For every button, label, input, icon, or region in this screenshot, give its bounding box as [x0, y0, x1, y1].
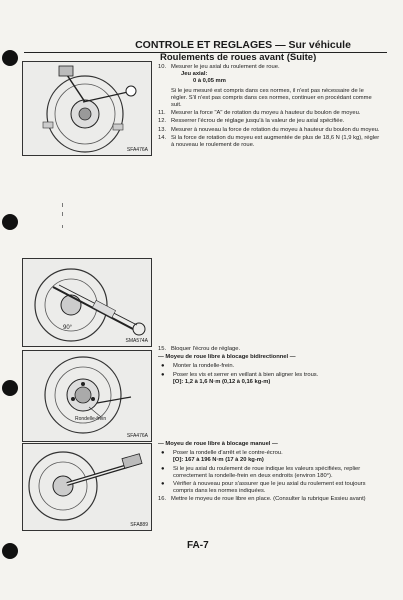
figure-wheel-bearing-play	[22, 61, 152, 156]
figure-code: SMA574A	[125, 338, 148, 344]
step-text: Resserrer l'écrou de réglage jusqu'à la valeur de jeu axial spécifiée.	[171, 118, 345, 125]
bullet-icon: ●	[161, 481, 165, 488]
page-number: FA-7	[187, 540, 209, 551]
step-11	[158, 110, 380, 117]
spec-value: 0 à 0,05 mm	[193, 78, 226, 85]
bullet-icon: ●	[161, 450, 165, 457]
bullet-item	[158, 372, 380, 386]
spec-label: Jeu axial:	[181, 71, 208, 78]
bullet-item	[158, 450, 380, 464]
bullet-text: Poser les vis et serrer en veillant à bien aligner les trous.	[173, 371, 319, 378]
binder-hole-2	[2, 214, 18, 230]
step-text: Bloquer l'écrou de réglage.	[171, 346, 241, 352]
step-number: 10.	[158, 64, 167, 70]
figure-callout-label: Rondelle-frein	[75, 416, 107, 422]
margin-mark	[62, 225, 63, 228]
step-13	[158, 127, 380, 134]
step-15	[158, 346, 380, 353]
bullet-item	[158, 466, 380, 480]
bullet-item	[158, 481, 380, 495]
step-number: 16.	[158, 496, 167, 503]
margin-mark	[62, 212, 63, 216]
step-16	[158, 496, 380, 503]
bullet-text: Poser la rondelle d'arrêt et le contre-écrou.	[173, 450, 283, 457]
step-number: 15.	[158, 346, 167, 352]
torque-spec: [O]: 167 à 196 N·m (17 à 20 kg-m)	[173, 457, 264, 464]
step-note: Si le jeu mesuré est compris dans ces normes, il n'est pas nécessaire de le régler. S'il n'est pas compris dans ces normes, continuer en procédant comme suit.	[171, 87, 372, 109]
bullet-text: Si le jeu axial du roulement de roue indique les valeurs spécifiées, replier correctement la rondelle-frein en deux endroits (environ 180°).	[173, 465, 361, 479]
figure-code: SFA476A	[126, 433, 148, 439]
subheading-manual: — Moyeu de roue libre à blocage manuel —	[158, 441, 278, 447]
step-14	[158, 135, 380, 149]
subheading-bidirectional: — Moyeu de roue libre à blocage bidirectionnel —	[158, 354, 296, 361]
step-number: 11.	[158, 110, 166, 117]
step-number: 14.	[158, 134, 167, 141]
figure-lock-washer	[22, 350, 152, 442]
figure-code: SFA889	[130, 522, 148, 528]
step-text: Mesurer à nouveau la force de rotation du moyeu à hauteur du boulon du moyeu.	[171, 126, 380, 133]
bullet-icon: ●	[161, 371, 165, 378]
step-number: 13.	[158, 126, 167, 133]
bullet-icon: ●	[161, 363, 165, 370]
step-text: Si la force de rotation du moyeu est augmentée de plus de 18,6 N (1,9 kg), régler à nouveau le roulement de roue.	[171, 134, 380, 149]
step-text: Mesurer le jeu axial du roulement de roue.	[171, 64, 280, 70]
bullet-icon: ●	[161, 465, 165, 472]
step-text: Mesurer la force "A" de rotation du moyeu à hauteur du boulon de moyeu.	[171, 110, 361, 117]
torque-spec: [O]: 1,2 à 1,6 N·m (0,12 à 0,16 kg-m)	[173, 378, 271, 385]
binder-hole-4	[2, 543, 18, 559]
step-number: 12.	[158, 118, 167, 125]
step-text: Mettre le moyeu de roue libre en place. (Consulter la rubrique Essieu avant)	[171, 496, 366, 503]
page-header: CONTROLE ET REGLAGES — Sur véhicule	[135, 39, 351, 51]
steps-manual	[158, 440, 380, 505]
bullet-text: Monter la rondelle-frein.	[173, 363, 235, 370]
binder-hole-3	[2, 380, 18, 396]
step-12	[158, 118, 380, 125]
section-title: Roulements de roues avant (Suite)	[160, 52, 317, 63]
bullet-item	[158, 363, 380, 370]
binder-hole-1	[2, 50, 18, 66]
margin-mark	[62, 203, 63, 207]
figure-lock-nut	[22, 443, 152, 531]
svg-text:90°: 90°	[63, 325, 73, 331]
figure-code: SFA476A	[126, 147, 148, 153]
bullet-text: Vérifier à nouveau pour s'assurer que le jeu axial du roulement est toujours compris dans les normes indiquées.	[173, 481, 366, 495]
steps-bidirectional	[158, 346, 380, 387]
steps-top	[158, 64, 380, 150]
figure-rotation-force	[22, 258, 152, 347]
step-10	[158, 64, 380, 109]
